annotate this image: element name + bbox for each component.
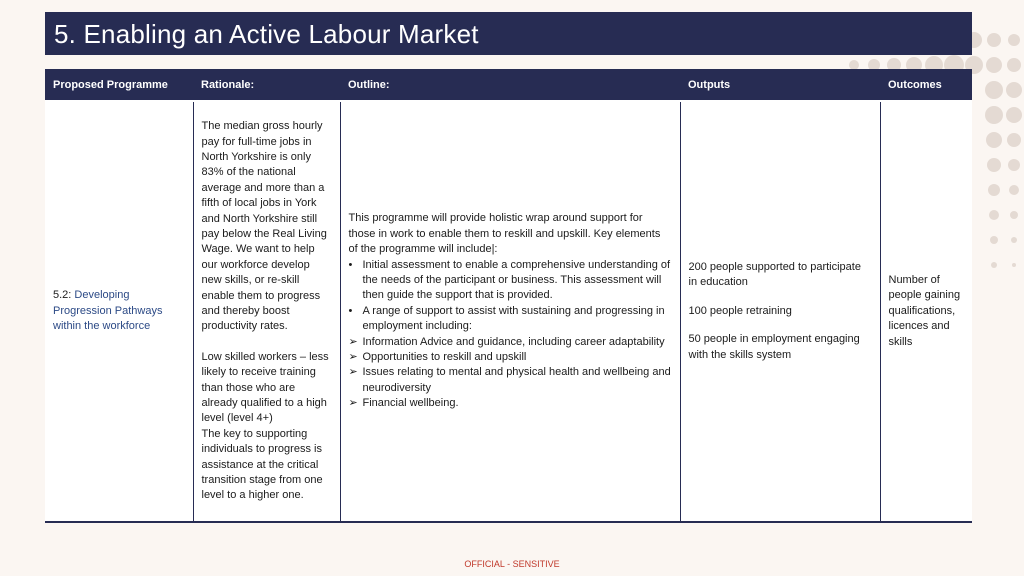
list-item: ➢ Issues relating to mental and physical health and wellbeing and neurodiversity <box>348 366 671 394</box>
rationale-paragraph: The key to supporting individuals to progress is assistance at the critical transition stage from one level to a higher one. <box>201 427 323 502</box>
header-outline: Outline: <box>340 69 680 101</box>
arrow-bullet-icon: ➢ <box>348 351 358 364</box>
arrow-bullet-icon: ➢ <box>348 397 358 410</box>
output-item: 100 people retraining <box>688 304 792 317</box>
output-item: 50 people in employment engaging with the skills system <box>688 333 860 361</box>
table-row <box>45 101 972 522</box>
header-rationale: Rationale: <box>193 69 340 101</box>
rationale-paragraph: Low skilled workers – less likely to receive training than those who are already qualified to a high level (level 4+) <box>201 350 329 425</box>
outline-cell <box>340 101 680 522</box>
list-item: • Initial assessment to enable a comprehensive understanding of the needs of the participant or business. This assessment will then guide the support that is provided. <box>348 258 671 302</box>
list-item: ➢ Financial wellbeing. <box>349 396 672 411</box>
list-item: • A range of support to assist with sustaining and progressing in employment including: <box>348 304 665 333</box>
bullet-icon: • <box>348 304 353 317</box>
header-outcomes: Outcomes <box>880 69 972 101</box>
programme-table <box>45 69 972 523</box>
header-outputs: Outputs <box>680 69 880 101</box>
programme-code: 5.2: <box>53 289 72 302</box>
outline-list <box>349 258 672 412</box>
classification-footer: OFFICIAL - SENSITIVE <box>464 559 560 569</box>
rationale-paragraph: The median gross hourly pay for full-time jobs in North Yorkshire is only 83% of the national average and more than a fifth of local jobs in York and North Yorkshire still pay below the Real Living Wage. We want to help our workforce develop new skills, or re-skill enable them to progress and thereby boost productivity rates. <box>201 120 327 333</box>
bullet-icon: • <box>348 258 353 271</box>
outcomes-cell: Number of people gaining qualifications, licences and skills <box>880 101 972 522</box>
programme-cell <box>45 101 193 522</box>
arrow-bullet-icon: ➢ <box>348 366 358 379</box>
header-proposed-programme: Proposed Programme <box>45 69 193 101</box>
programme-name: Developing Progression Pathways within the workforce <box>53 289 163 333</box>
slide-title: 5. Enabling an Active Labour Market <box>45 12 972 55</box>
rationale-cell <box>193 101 340 522</box>
table-header-row <box>45 69 972 101</box>
outline-intro: This programme will provide holistic wrap around support for those in work to enable them to reskill and upskill. Key elements of the programme will include|: <box>348 212 661 256</box>
arrow-bullet-icon: ➢ <box>348 335 358 348</box>
list-item: ➢ Opportunities to reskill and upskill <box>349 350 672 365</box>
outputs-cell <box>680 101 880 522</box>
output-item: 200 people supported to participate in education <box>688 260 861 289</box>
list-item: ➢ Information Advice and guidance, including career adaptability <box>349 335 672 350</box>
